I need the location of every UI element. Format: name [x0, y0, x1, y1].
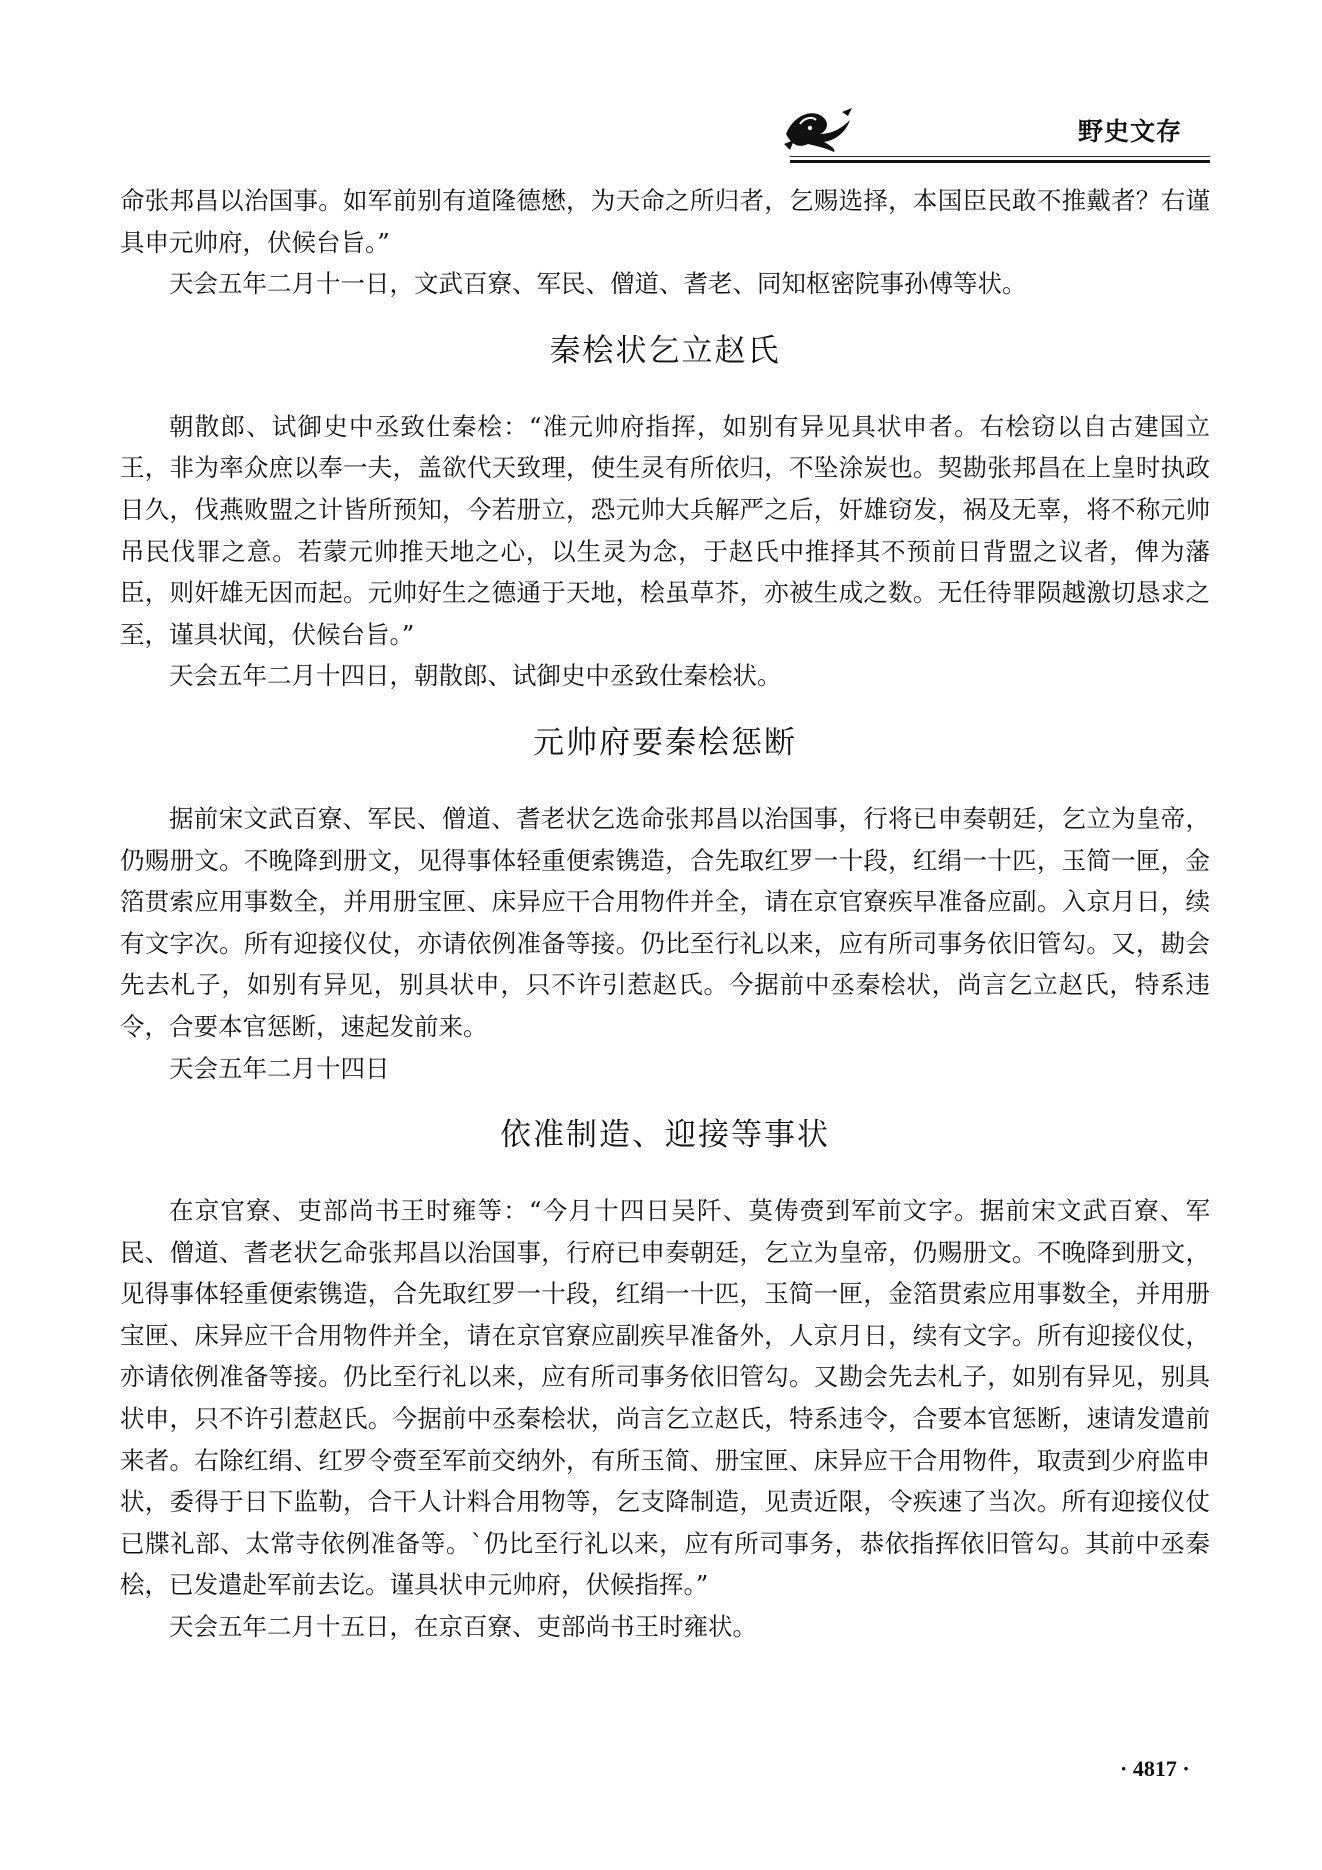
section-3-date: 天会五年二月十五日，在京百寮、吏部尚书王时雍状。	[169, 1612, 757, 1642]
page-body	[120, 180, 1210, 1648]
dragon-emblem-icon	[780, 104, 860, 154]
section-heading-3: 依准制造、迎接等事状	[500, 1117, 830, 1154]
intro-date-line: 天会五年二月十一日，文武百寮、军民、僧道、耆老、同知枢密院事孙傅等状。	[169, 269, 1027, 299]
running-header	[780, 96, 1210, 166]
page-number: · 4817 ·	[1120, 1756, 1190, 1781]
section-2-paragraph: 据前宋文武百寮、军民、僧道、耆老状乞选命张邦昌以治国事，行将已申奏朝廷，乞立为皇帝，仍赐册文。不晚降到册文，见得事体轻重便索镌造，合先取红罗一十段，红绢一十匹，玉简一匣，金箔贯索应用事数全，并用册宝匣、床异应干合用物件并全，请在京官寮疾早准备应副。入京月日，续有文字次。所有迎接仪仗，亦请依例准备等接。仍比至行礼以来，应有所司事务依旧管勾。又，勘会先去札子，如别有异见，别具状申，只不许引惹赵氏。今据前中丞秦桧状，尚言乞立赵氏，特系违令，合要本官惩断，速起发前来。	[120, 803, 1210, 1041]
header-rule	[790, 156, 1210, 157]
header-title: 野史文存	[1077, 117, 1182, 146]
header-rule-thick	[790, 160, 1210, 163]
section-3-paragraph: 在京官寮、吏部尚书王时雍等：“今月十四日吴阡、莫俦赍到军前文字。据前宋文武百寮、军民、僧道、耆老状乞命张邦昌以治国事，行府已申奏朝廷，乞立为皇帝，仍赐册文。不晚降到册文，见得事体轻重便索镌造，合先取红罗一十段，红绢一十匹，玉简一匣，金箔贯索应用事数全，并用册宝匣、床异应干合用物件并全，请在京官寮应副疾早准备外，人京月日，续有文字。所有迎接仪仗，亦请依例准备等接。仍比至行礼以来，应有所司事务依旧管勾。又勘会先去札子，如别有异见，别具状申，只不许引惹赵氏。今据前中丞秦桧状，尚言乞立赵氏，特系违令，合要本官惩断，速请发遣前来者。右除红绢、红罗令赍至军前交纳外，有所玉简、册宝匣、床异应干合用物件，取责到少府监申状，委得于日下监勒，合干人计料合用物等，乞支降制造，见责近限，令疾速了当次。所有迎接仪仗已牒礼部、太常寺依例准备等。`仍比至行礼以来，应有所司事务，恭依指挥依旧管勾。其前中丞秦桧，已发遣赴军前去讫。谨具状申元帅府，伏候指挥。”	[120, 1196, 1210, 1600]
section-2-date: 天会五年二月十四日	[169, 1053, 390, 1083]
section-heading-2: 元帅府要秦桧惩断	[533, 724, 797, 761]
section-1-paragraph: 朝散郎、试御史中丞致仕秦桧：“准元帅府指挥，如别有异见具状申者。右桧窃以自古建国立王，非为率众庶以奉一夫，盖欲代天致理，使生灵有所依归，不坠涂炭也。契勘张邦昌在上皇时执政日久，伐燕败盟之计皆所预知，今若册立，恐元帅大兵解严之后，奸雄窃发，祸及无辜，将不称元帅吊民伐罪之意。若蒙元帅推天地之心，以生灵为念，于赵氏中推择其不预前日背盟之议者，俾为藩臣，则奸雄无因而起。元帅好生之德通于天地，桧虽草芥，亦被生成之数。无任待罪陨越激切恳求之至，谨具状闻，伏候台旨。”	[120, 411, 1210, 649]
section-heading-1: 秦桧状乞立赵氏	[549, 332, 781, 369]
section-1-date: 天会五年二月十四日，朝散郎、试御史中丞致仕秦桧状。	[169, 661, 782, 691]
intro-paragraph: 命张邦昌以治国事。如军前别有道隆德懋，为天命之所归者，乞赐选择，本国臣民敢不推戴者？右谨具申元帅府，伏候台旨。”	[120, 186, 1210, 257]
